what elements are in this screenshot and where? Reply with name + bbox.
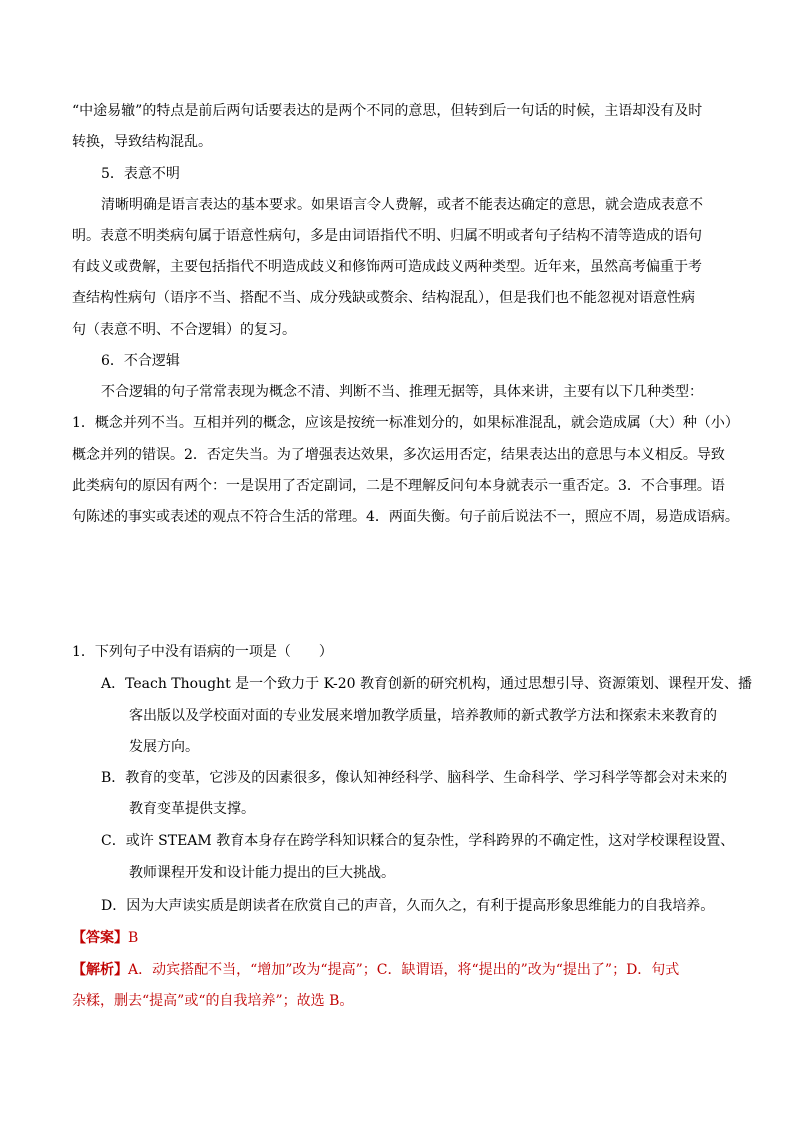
intro-line-1: “中途易辙”的特点是前后两句话要表达的是两个不同的意思，但转到后一句话的时候，主语却没有及时 [72, 103, 703, 119]
analysis-line-1 [72, 961, 679, 979]
section-5-line-2: 明。表意不明类病句属于语意性病句，多是由词语指代不明、归属不明或者句子结构不清等造成的语句 [72, 228, 702, 244]
option-a-line-1: A．Teach Thought 是一个致力于 K-20 教育创新的研究机构，通过思想引导、资源策划、课程开发、播 [101, 676, 753, 692]
option-a-line-3: 发展方向。 [129, 739, 199, 755]
option-c-line-1: C．或许 STEAM 教育本身存在跨学科知识糅合的复杂性，学科跨界的不确定性，这对学校课程设置、 [101, 833, 735, 849]
section-6-heading: 6．不合逻辑 [101, 353, 180, 369]
section-6-line-3: 概念并列的错误。2．否定失当。为了增强表达效果，多次运用否定，结果表达出的意思与本义相反。导致 [72, 447, 725, 463]
analysis-text-1: A．动宾搭配不当，“增加”改为“提高”；C．缺谓语，将“提出的”改为“提出了”；D．句式 [128, 962, 680, 978]
option-c-line-2: 教师课程开发和设计能力提出的巨大挑战。 [129, 865, 395, 881]
section-6-line-5: 句陈述的事实或表述的观点不符合生活的常理。4．两面失衡。句子前后说法不一，照应不周，易造成语病。 [72, 509, 739, 525]
section-6-line-2: 1．概念并列不当。互相并列的概念，应该是按统一标准划分的，如果标准混乱，就会造成属（大）种（小） [72, 415, 739, 431]
question-stem: 1．下列句子中没有语病的一项是（ ） [72, 644, 333, 660]
section-5-heading: 5．表意不明 [101, 166, 180, 182]
section-6-line-1: 不合逻辑的句子常常表现为概念不清、判断不当、推理无据等，具体来讲，主要有以下几种类型： [101, 384, 703, 400]
analysis-line-2: 杂糅，删去“提高”或“的自我培养”；故选 B。 [72, 993, 354, 1009]
option-b-line-1: B．教育的变革，它涉及的因素很多，像认知神经科学、脑科学、生命科学、学习科学等都会对未来的 [101, 770, 728, 786]
section-5-line-5: 句（表意不明、不合逻辑）的复习。 [72, 322, 296, 338]
option-a-line-2: 客出版以及学校面对面的专业发展来增加教学质量，培养教师的新式教学方法和探索未来教育的 [129, 708, 717, 724]
section-5-line-3: 有歧义或费解，主要包括指代不明造成歧义和修饰两可造成歧义两种类型。近年来，虽然高考偏重于考 [72, 259, 702, 275]
section-5-line-4: 查结构性病句（语序不当、搭配不当、成分残缺或赘余、结构混乱），但是我们也不能忽视对语意性病 [72, 290, 695, 306]
answer-row [72, 929, 138, 947]
answer-value: B [128, 930, 139, 946]
option-d-line-1: D．因为大声读实质是朗读者在欣赏自己的声音，久而久之，有利于提高形象思维能力的自我培养。 [101, 898, 715, 914]
answer-label: 【答案】 [72, 930, 128, 946]
section-6-line-4: 此类病句的原因有两个：一是误用了否定副词，二是不理解反问句本身就表示一重否定。3．不合事理。语 [72, 478, 725, 494]
option-b-line-2: 教育变革提供支撑。 [129, 801, 255, 817]
section-5-line-1: 清晰明确是语言表达的基本要求。如果语言令人费解，或者不能表达确定的意思，就会造成表意不 [101, 197, 703, 213]
analysis-label: 【解析】 [72, 962, 128, 978]
intro-line-2: 转换，导致结构混乱。 [72, 134, 212, 150]
